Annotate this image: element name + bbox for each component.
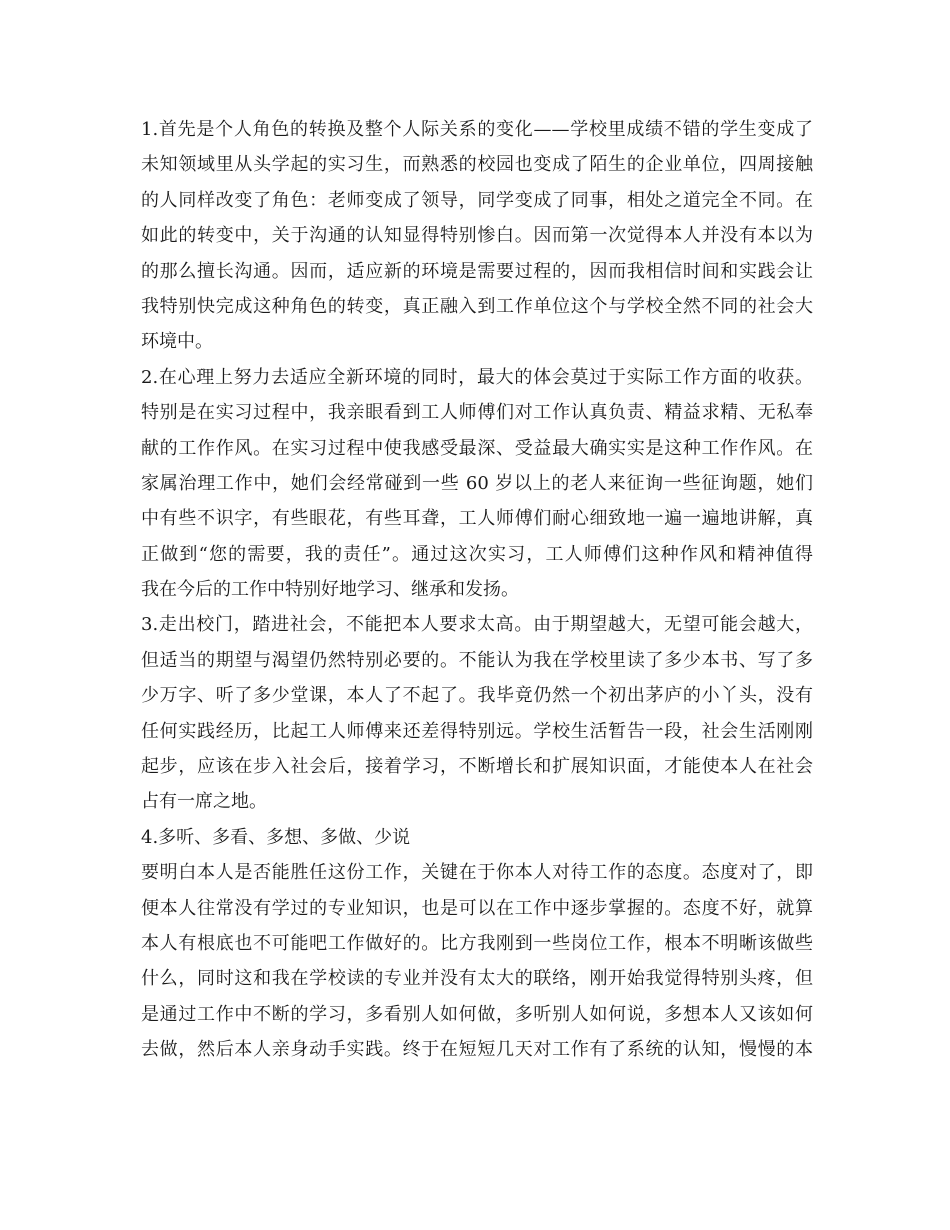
text-line: 我在今后的工作中特别好地学习、继承和发扬。 <box>141 579 519 601</box>
text-line: 本人有根底也不可能吧工作做好的。比方我刚到一些岗位工作，根本不明晰该做些 <box>141 932 813 954</box>
text-line: 2.在心理上努力去适应全新环境的同时，最大的体会莫过于实际工作方面的收获。 <box>141 366 813 388</box>
text-line: 便本人往常没有学过的专业知识，也是可以在工作中逐步掌握的。态度不好，就算 <box>141 897 813 919</box>
document-page <box>141 112 813 1068</box>
text-line: 家属治理工作中，她们会经常碰到一些 60 岁以上的老人来征询一些征询题，她们 <box>141 472 813 494</box>
text-line: 1.首先是个人角色的转换及整个人际关系的变化——学校里成绩不错的学生变成了 <box>141 119 813 140</box>
text-line: 献的工作作风。在实习过程中使我感受最深、受益最大确实实是这种工作作风。在 <box>141 437 813 459</box>
text-line: 要明白本人是否能胜任这份工作，关键在于你本人对待工作的态度。态度对了，即 <box>141 862 813 884</box>
text-line: 任何实践经历，比起工人师傅来还差得特别远。学校生活暂告一段，社会生活刚刚 <box>141 720 813 742</box>
text-line: 中有些不识字，有些眼花，有些耳聋，工人师傅们耐心细致地一遍一遍地讲解，真 <box>141 508 813 530</box>
text-line: 3.走出校门，踏进社会，不能把本人要求太高。由于期望越大，无望可能会越大， <box>141 614 813 636</box>
text-line: 占有一席之地。 <box>141 791 267 813</box>
text-line: 4.多听、多看、多想、多做、少说 <box>141 826 411 848</box>
text-line: 起步，应该在步入社会后，接着学习，不断增长和扩展知识面，才能使本人在社会 <box>141 756 813 778</box>
text-line: 未知领域里从头学起的实习生，而熟悉的校园也变成了陌生的企业单位，四周接触 <box>141 154 813 176</box>
text-line: 如此的转变中，关于沟通的认知显得特别惨白。因而第一次觉得本人并没有本以为 <box>141 225 813 247</box>
text-line: 什么，同时这和我在学校读的专业并没有太大的联络，刚开始我觉得特别头疼，但 <box>141 968 813 990</box>
text-line: 去做，然后本人亲身动手实践。终于在短短几天对工作有了系统的认知，慢慢的本 <box>141 1039 813 1061</box>
text-line: 我特别快完成这种角色的转变，真正融入到工作单位这个与学校全然不同的社会大 <box>141 295 813 317</box>
text-line: 是通过工作中不断的学习，多看别人如何做，多听别人如何说，多想本人又该如何 <box>141 1003 813 1025</box>
text-line: 正做到“您的需要，我的责任”。通过这次实习，工人师傅们这种作风和精神值得 <box>141 543 813 565</box>
text-line: 少万字、听了多少堂课，本人了不起了。我毕竟仍然一个初出茅庐的小丫头，没有 <box>141 685 813 707</box>
text-line: 环境中。 <box>141 331 213 353</box>
text-line: 特别是在实习过程中，我亲眼看到工人师傅们对工作认真负责、精益求精、无私奉 <box>141 402 813 424</box>
text-line: 但适当的期望与渴望仍然特别必要的。不能认为我在学校里读了多少本书、写了多 <box>141 649 813 671</box>
text-line: 的人同样改变了角色：老师变成了领导，同学变成了同事，相处之道完全不同。在 <box>141 189 813 211</box>
text-line: 的那么擅长沟通。因而，适应新的环境是需要过程的，因而我相信时间和实践会让 <box>141 260 813 282</box>
